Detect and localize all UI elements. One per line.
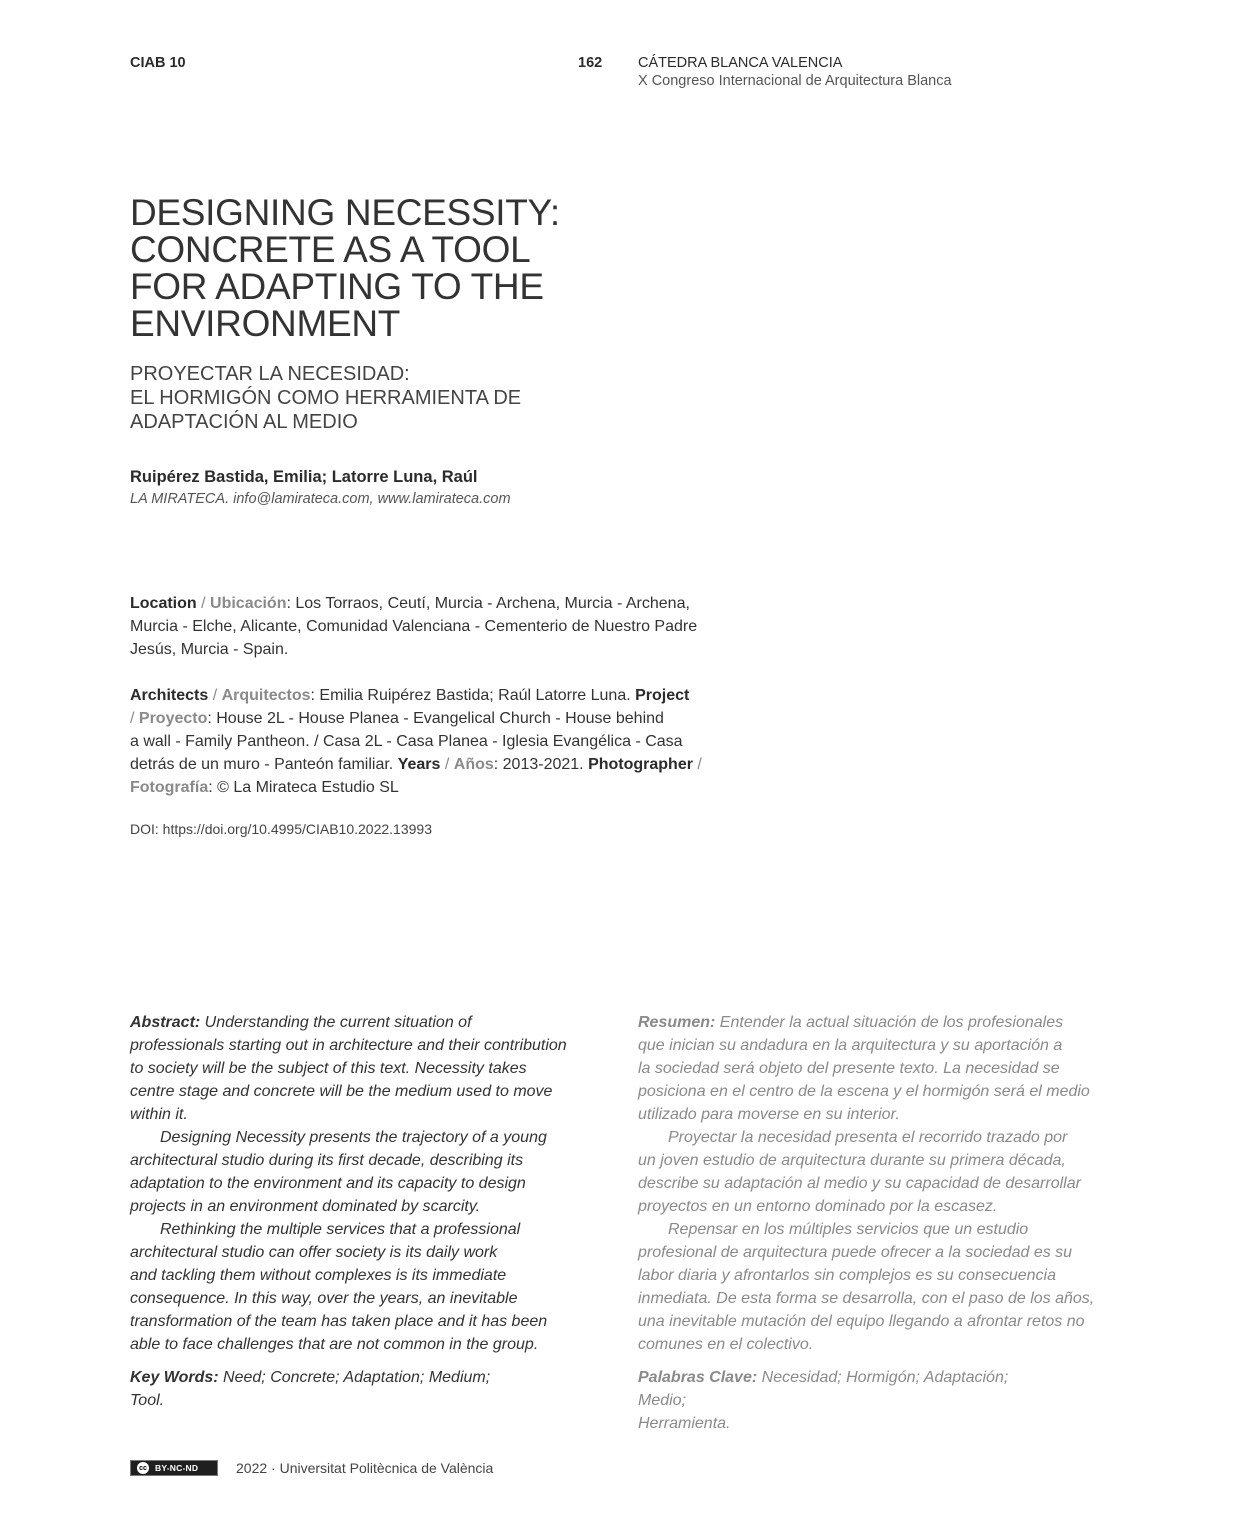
authors: Ruipérez Bastida, Emilia; Latorre Luna, Raúl (130, 468, 478, 486)
abstract-en (130, 1011, 590, 1356)
years-value: : 2013-2021. (493, 756, 589, 773)
journal-id: CIAB 10 (130, 55, 186, 71)
keywords-es (638, 1366, 1018, 1435)
license-label: BY-NC-ND (155, 1463, 199, 1473)
abstract-line: centre stage and concrete will be the medium used to move (130, 1083, 553, 1100)
abstract-line: professionals starting out in architecture and their contribution (130, 1037, 567, 1054)
abstract-line: projects in an environment dominated by scarcity. (130, 1198, 481, 1215)
years-label-es: Años (453, 756, 494, 773)
project-value: a wall - Family Pantheon. / Casa 2L - Casa Planea - Iglesia Evangélica - Casa (130, 733, 683, 750)
architects-label-es: Arquitectos (221, 687, 311, 704)
abstract-es (638, 1011, 1098, 1356)
resumen-line: la sociedad será objeto del presente texto. La necesidad se (638, 1060, 1060, 1077)
project-label-en: Project (635, 687, 690, 704)
abstract-line: adaptation to the environment and its capacity to design (130, 1175, 526, 1192)
title-en-line: ENVIRONMENT (130, 303, 401, 344)
resumen-line: Entender la actual situación de los profesionales (715, 1014, 1064, 1031)
years-label-en: Years (397, 756, 441, 773)
resumen-line: posiciona en el centro de la escena y el hormigón será el medio (638, 1083, 1090, 1100)
resumen-line: utilizado para moverse en su interior. (638, 1106, 900, 1123)
keywords-label: Key Words: (130, 1369, 219, 1386)
doi-link[interactable]: DOI: https://doi.org/10.4995/CIAB10.2022.13993 (130, 821, 432, 837)
paper-title-en (130, 194, 650, 342)
palabras-clave-line: Necesidad; Hormigón; Adaptación; Medio; (638, 1369, 1009, 1409)
abstract-line: consequence. In this way, over the years, an inevitable (130, 1290, 518, 1307)
footer-text: 2022 · Universitat Politècnica de València (236, 1460, 494, 1476)
affiliation: LA MIRATECA. info@lamirateca.com, www.lamirateca.com (130, 491, 511, 507)
title-en-line: DESIGNING NECESSITY: (130, 192, 560, 233)
cc-license-badge[interactable] (130, 1460, 218, 1476)
header-subtitle: X Congreso Internacional de Arquitectura Blanca (638, 73, 952, 89)
resumen-line: profesional de arquitectura puede ofrecer a la sociedad es su (638, 1244, 1073, 1261)
location-label-en: Location (130, 595, 197, 612)
abstract-line: able to face challenges that are not common in the group. (130, 1336, 539, 1353)
abstract-line: transformation of the team has taken place and it has been (130, 1313, 548, 1330)
project-label-es: Proyecto (138, 710, 208, 727)
architects-label-en: Architects (130, 687, 209, 704)
resumen-line: comunes en el colectivo. (638, 1336, 814, 1353)
location-label-es: Ubicación (210, 595, 287, 612)
architects-value: : Emilia Ruipérez Bastida; Raúl Latorre Luna. (310, 687, 636, 704)
title-en-line: FOR ADAPTING TO THE (130, 266, 544, 307)
abstract-line: to society will be the subject of this text. Necessity takes (130, 1060, 527, 1077)
resumen-label: Resumen: (638, 1014, 716, 1031)
abstract-line: Rethinking the multiple services that a professional (160, 1221, 521, 1238)
keywords-en (130, 1366, 510, 1412)
photographer-value: : © La Mirateca Estudio SL (208, 779, 399, 796)
location-line: Murcia - Elche, Alicante, Comunidad Valenciana - Cementerio de Nuestro Padre (130, 618, 698, 635)
location-block (130, 592, 720, 661)
abstract-line: and tackling them without complexes is its immediate (130, 1267, 507, 1284)
separator: / (196, 595, 211, 612)
palabras-clave-label: Palabras Clave: (638, 1369, 758, 1386)
resumen-line: inmediata. De esta forma se desarrolla, con el paso de los años, (638, 1290, 1095, 1307)
title-es-line: PROYECTAR LA NECESIDAD: (130, 363, 410, 385)
location-line: Jesús, Murcia - Spain. (130, 641, 289, 658)
cc-icon: cc (137, 1462, 149, 1474)
palabras-clave-line: Herramienta. (638, 1415, 731, 1432)
keywords-line: Tool. (130, 1392, 165, 1409)
resumen-line: describe su adaptación al medio y su capacidad de desarrollar (638, 1175, 1081, 1192)
title-es-line: ADAPTACIÓN AL MEDIO (130, 411, 358, 433)
resumen-line: Repensar en los múltiples servicios que un estudio (668, 1221, 1029, 1238)
photographer-label-es: Fotografía (130, 779, 209, 796)
resumen-line: labor diaria y afrontarlos sin complejos es su consecuencia (638, 1267, 1056, 1284)
header-title: CÁTEDRA BLANCA VALENCIA (638, 55, 843, 71)
paper-title-es (130, 362, 650, 434)
abstract-line: within it. (130, 1106, 188, 1123)
resumen-line: un joven estudio de arquitectura durante su primera década, (638, 1152, 1066, 1169)
abstract-line: architectural studio during its first decade, describing its (130, 1152, 524, 1169)
location-line: : Los Torraos, Ceutí, Murcia - Archena, Murcia - Archena, (286, 595, 690, 612)
resumen-line: una inevitable mutación del equipo llegando a afrontar retos no (638, 1313, 1085, 1330)
resumen-line: Proyectar la necesidad presenta el recorrido trazado por (668, 1129, 1068, 1146)
abstract-line: Understanding the current situation of (200, 1014, 472, 1031)
resumen-line: que inician su andadura en la arquitectura y su aportación a (638, 1037, 1063, 1054)
abstract-line: Designing Necessity presents the trajectory of a young (160, 1129, 547, 1146)
title-es-line: EL HORMIGÓN COMO HERRAMIENTA DE (130, 387, 522, 409)
credits-block: Architects / Arquitectos: Emilia Ruipérez Bastida; Raúl Latorre Luna. Project / Proyecto: House 2L - House Planea - Evangelical Church - House behind a wall - Family Pantheon. / Casa 2L - Casa Planea - Iglesia Evangélica - Casa detrás de un muro - Panteón familiar. Years / Años: 2013-2021. Photographer / Fotografía: © La Mirateca Estudio SL (130, 684, 720, 799)
project-value: : House 2L - House Planea - Evangelical Church - House behind (207, 710, 664, 727)
abstract-label: Abstract: (130, 1014, 201, 1031)
page-number: 162 (578, 55, 603, 71)
project-value: detrás de un muro - Panteón familiar. (130, 756, 398, 773)
resumen-line: proyectos en un entorno dominado por la escasez. (638, 1198, 998, 1215)
title-en-line: CONCRETE AS A TOOL (130, 229, 531, 270)
photographer-label-en: Photographer (588, 756, 693, 773)
keywords-line: Need; Concrete; Adaptation; Medium; (218, 1369, 491, 1386)
abstract-line: architectural studio can offer society is its daily work (130, 1244, 498, 1261)
